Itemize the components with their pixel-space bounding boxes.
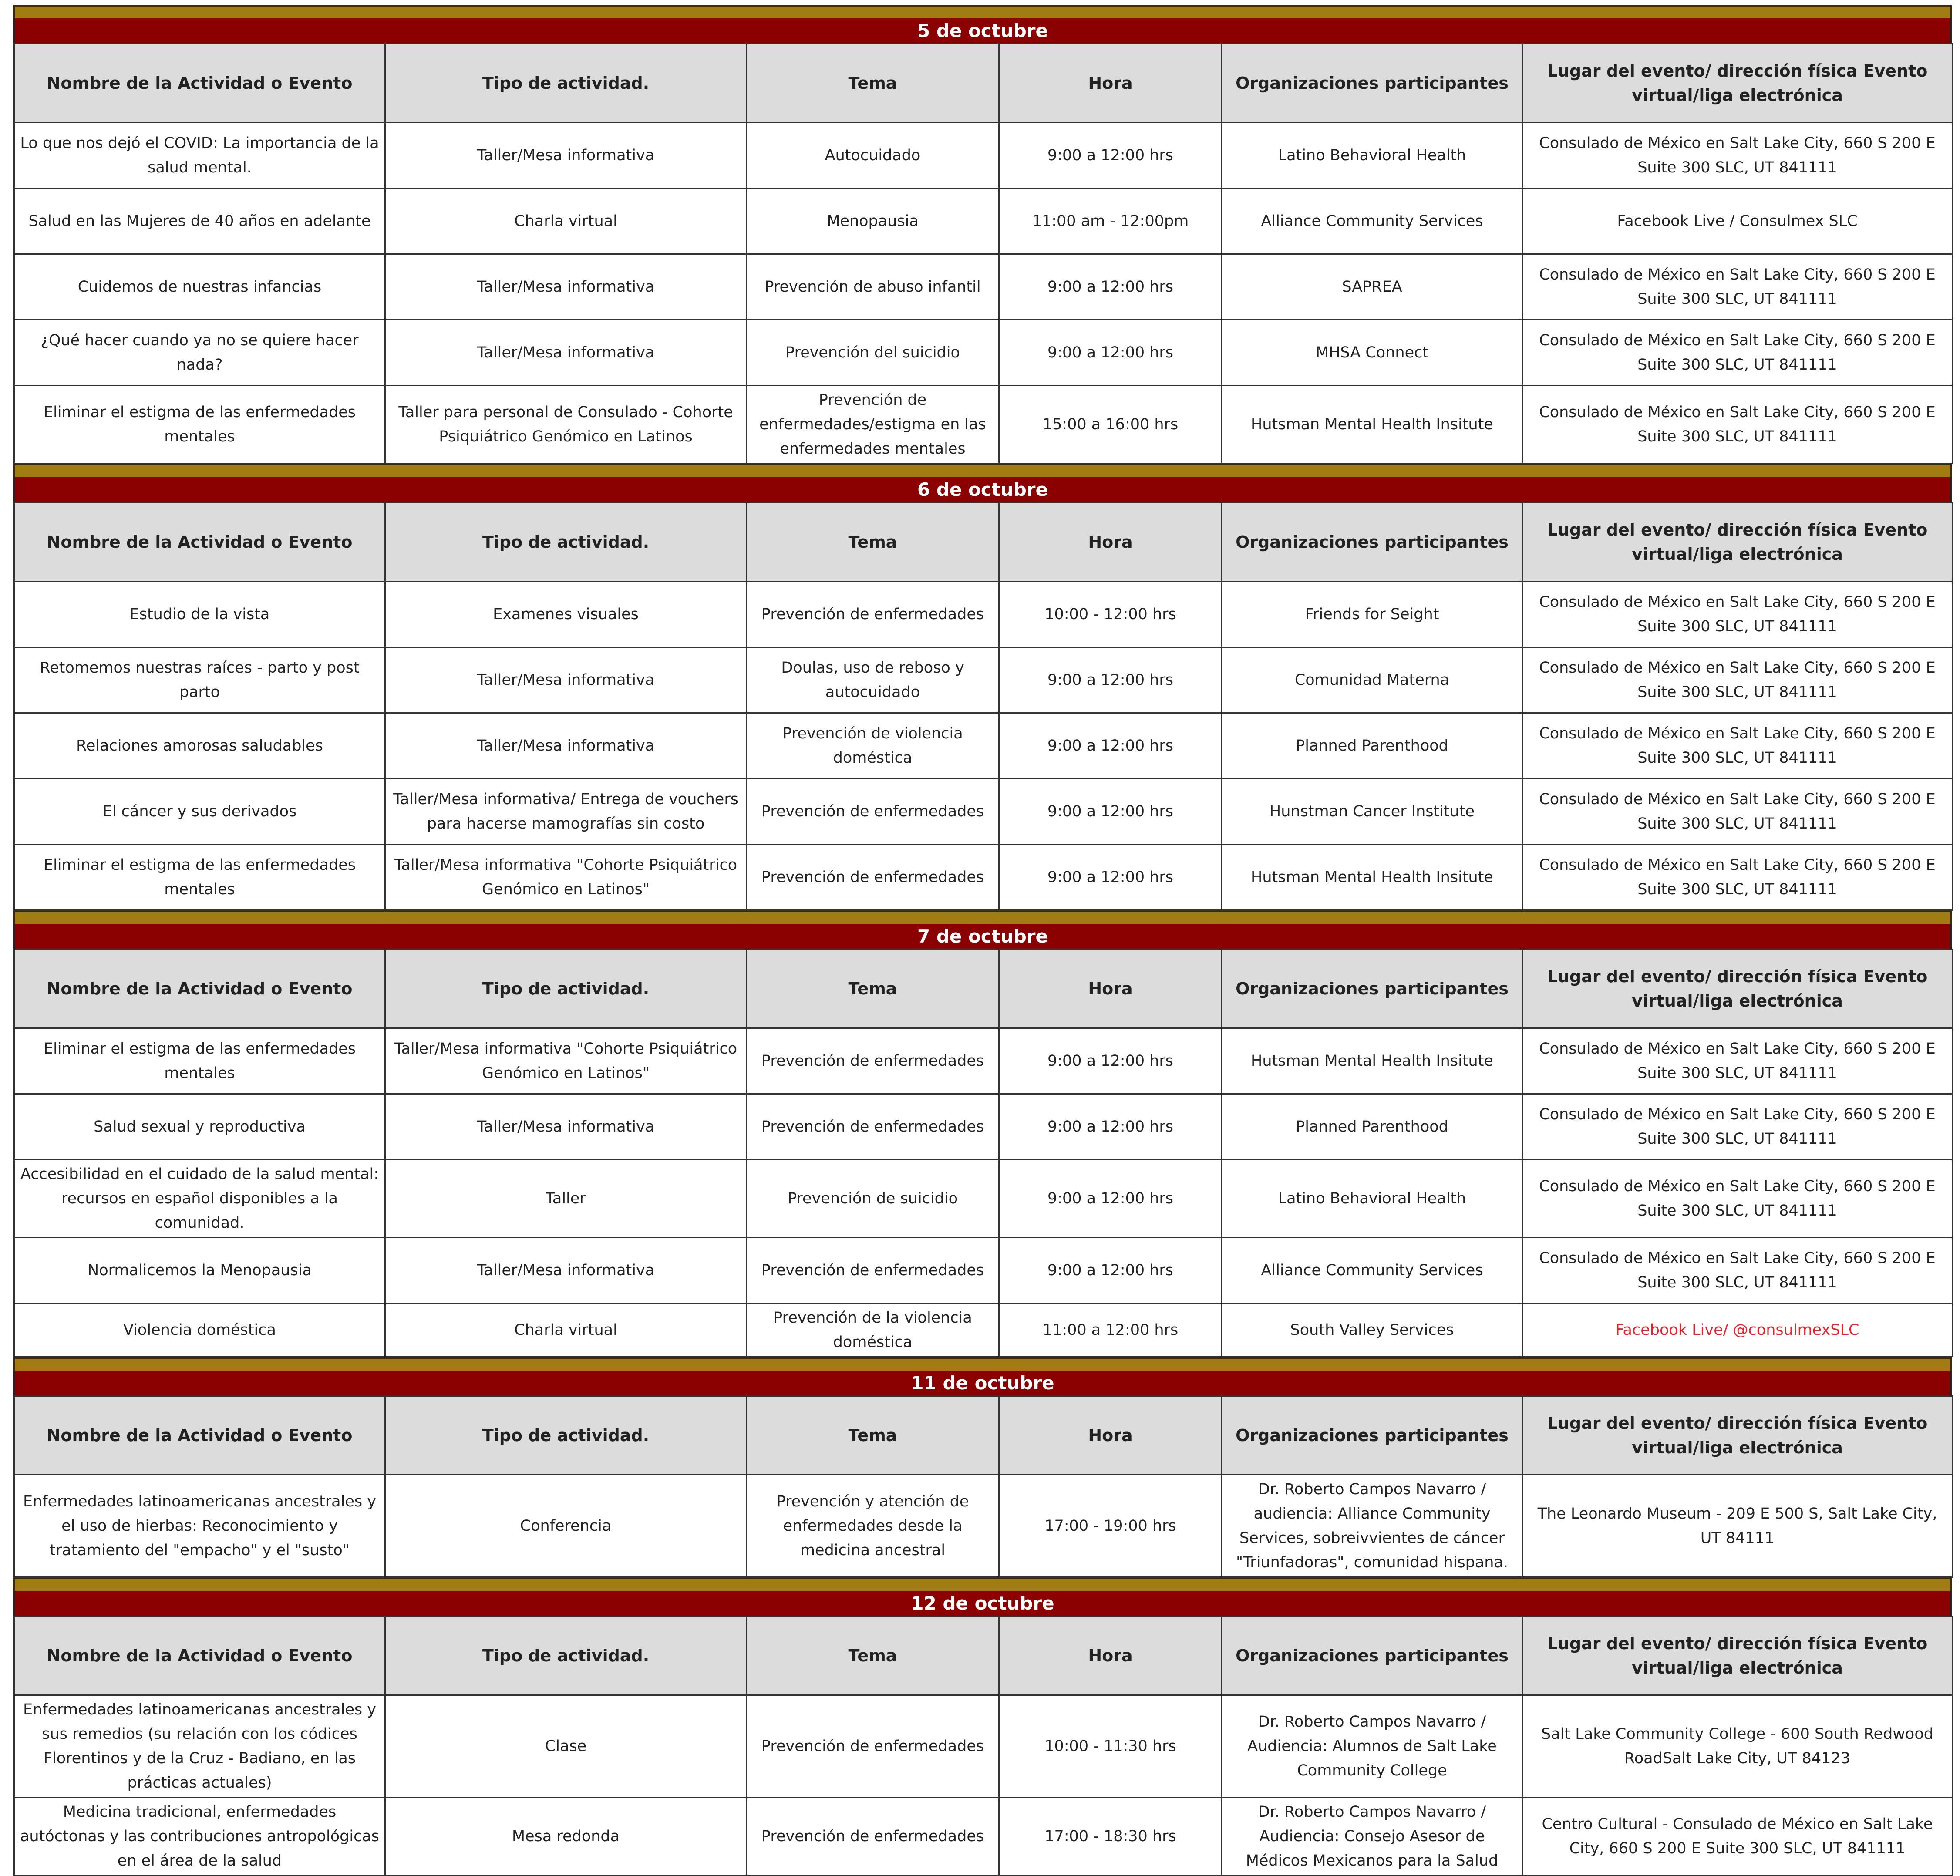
cell-tema: Prevención de enfermedades [747,845,999,910]
cell-tema: Prevención de la violencia doméstica [747,1303,999,1357]
cell-nombre: ¿Qué hacer cuando ya no se quiere hacer nada? [14,320,385,386]
cell-tema: Prevención de enfermedades [747,1094,999,1160]
cell-org: Dr. Roberto Campos Navarro / audiencia: Alliance Community Services, sobreivvientes de cáncer "Triunfadoras", comunidad hispana. [1222,1475,1522,1577]
table-row [14,1094,1953,1160]
header-tipo: Tipo de actividad. [385,1396,747,1475]
cell-org: Latino Behavioral Health [1222,123,1522,189]
section-date-heading: 11 de octubre [13,1371,1952,1395]
cell-hora: 17:00 - 19:00 hrs [999,1475,1222,1577]
cell-tema: Prevención de enfermedades [747,1238,999,1303]
cell-lugar: Consulado de México en Salt Lake City, 660 S 200 E Suite 300 SLC, UT 841111 [1522,845,1953,910]
cell-nombre: Relaciones amorosas saludables [14,713,385,779]
header-organizaciones: Organizaciones participantes [1222,1617,1522,1695]
cell-nombre: Eliminar el estigma de las enfermedades mentales [14,386,385,464]
cell-org: MHSA Connect [1222,320,1522,386]
header-lugar: Lugar del evento/ dirección física Evento virtual/liga electrónica [1522,1617,1953,1695]
cell-org: Alliance Community Services [1222,1238,1522,1303]
cell-nombre: Accesibilidad en el cuidado de la salud mental: recursos en español disponibles a la comunidad. [14,1160,385,1238]
cell-tema: Prevención y atención de enfermedades desde la medicina ancestral [747,1475,999,1577]
cell-org: Latino Behavioral Health [1222,1160,1522,1238]
cell-nombre: El cáncer y sus derivados [14,779,385,845]
cell-nombre: Cuidemos de nuestras infancias [14,254,385,320]
cell-tipo: Taller [385,1160,747,1238]
section-date-heading: 6 de octubre [13,477,1952,502]
schedule-table [13,949,1953,1357]
cell-nombre: Medicina tradicional, enfermedades autóctonas y las contribuciones antropológicas en el área de la salud [14,1798,385,1876]
header-nombre: Nombre de la Actividad o Evento [14,44,385,123]
cell-tipo: Taller/Mesa informativa [385,647,747,713]
cell-hora: 10:00 - 12:00 hrs [999,582,1222,647]
section-divider [13,464,1952,477]
table-row [14,845,1953,910]
header-lugar: Lugar del evento/ dirección física Evento virtual/liga electrónica [1522,1396,1953,1475]
cell-tema: Prevención de abuso infantil [747,254,999,320]
table-header-row [14,950,1953,1028]
header-lugar: Lugar del evento/ dirección física Evento virtual/liga electrónica [1522,44,1953,123]
table-header-row [14,44,1953,123]
cell-tipo: Taller/Mesa informativa [385,1238,747,1303]
table-row [14,1160,1953,1238]
cell-tema: Prevención de enfermedades [747,779,999,845]
header-tipo: Tipo de actividad. [385,1617,747,1695]
section-divider [13,911,1952,924]
cell-tema: Doulas, uso de reboso y autocuidado [747,647,999,713]
header-nombre: Nombre de la Actividad o Evento [14,1396,385,1475]
cell-lugar: Consulado de México en Salt Lake City, 660 S 200 E Suite 300 SLC, UT 841111 [1522,779,1953,845]
header-tipo: Tipo de actividad. [385,950,747,1028]
cell-lugar: Consulado de México en Salt Lake City, 660 S 200 E Suite 300 SLC, UT 841111 [1522,713,1953,779]
cell-tipo: Charla virtual [385,189,747,254]
cell-lugar: Consulado de México en Salt Lake City, 660 S 200 E Suite 300 SLC, UT 841111 [1522,386,1953,464]
cell-nombre: Lo que nos dejó el COVID: La importancia de la salud mental. [14,123,385,189]
section-date-heading: 5 de octubre [13,18,1952,43]
cell-hora: 9:00 a 12:00 hrs [999,1160,1222,1238]
table-row [14,713,1953,779]
cell-org: Alliance Community Services [1222,189,1522,254]
cell-tipo: Taller/Mesa informativa/ Entrega de vouchers para hacerse mamografías sin costo [385,779,747,845]
cell-tema: Prevención de suicidio [747,1160,999,1238]
header-tema: Tema [747,1396,999,1475]
schedule-table [13,1616,1953,1876]
table-row [14,647,1953,713]
cell-tema: Prevención del suicidio [747,320,999,386]
cell-nombre: Retomemos nuestras raíces - parto y post parto [14,647,385,713]
cell-lugar: Facebook Live / Consulmex SLC [1522,189,1953,254]
cell-tipo: Taller/Mesa informativa [385,1094,747,1160]
cell-nombre: Salud en las Mujeres de 40 años en adelante [14,189,385,254]
cell-org: South Valley Services [1222,1303,1522,1357]
table-row [14,1798,1953,1876]
header-lugar: Lugar del evento/ dirección física Evento virtual/liga electrónica [1522,503,1953,582]
cell-hora: 9:00 a 12:00 hrs [999,123,1222,189]
cell-hora: 11:00 am - 12:00pm [999,189,1222,254]
cell-lugar: The Leonardo Museum - 209 E 500 S, Salt Lake City, UT 84111 [1522,1475,1953,1577]
cell-hora: 9:00 a 12:00 hrs [999,1238,1222,1303]
cell-org: Dr. Roberto Campos Navarro / Audiencia: Alumnos de Salt Lake Community College [1222,1695,1522,1798]
cell-tema: Prevención de enfermedades/estigma en las enfermedades mentales [747,386,999,464]
table-row [14,1475,1953,1577]
cell-hora: 17:00 - 18:30 hrs [999,1798,1222,1876]
cell-hora: 9:00 a 12:00 hrs [999,845,1222,910]
cell-lugar: Consulado de México en Salt Lake City, 660 S 200 E Suite 300 SLC, UT 841111 [1522,320,1953,386]
table-row [14,320,1953,386]
header-hora: Hora [999,44,1222,123]
cell-nombre: Enfermedades latinoamericanas ancestrales y sus remedios (su relación con los códices Florentinos y de la Cruz - Badiano, en las prácticas actuales) [14,1695,385,1798]
cell-nombre: Violencia doméstica [14,1303,385,1357]
cell-lugar[interactable]: Facebook Live/ @consulmexSLC [1522,1303,1953,1357]
cell-hora: 9:00 a 12:00 hrs [999,320,1222,386]
header-lugar: Lugar del evento/ dirección física Evento virtual/liga electrónica [1522,950,1953,1028]
table-row [14,1238,1953,1303]
cell-hora: 9:00 a 12:00 hrs [999,647,1222,713]
header-hora: Hora [999,1617,1222,1695]
header-tema: Tema [747,1617,999,1695]
header-nombre: Nombre de la Actividad o Evento [14,503,385,582]
schedule-sheet [13,5,1952,1876]
table-header-row [14,503,1953,582]
cell-lugar: Salt Lake Community College - 600 South Redwood RoadSalt Lake City, UT 84123 [1522,1695,1953,1798]
cell-lugar: Consulado de México en Salt Lake City, 660 S 200 E Suite 300 SLC, UT 841111 [1522,123,1953,189]
header-tema: Tema [747,44,999,123]
table-row [14,582,1953,647]
table-row [14,123,1953,189]
table-header-row [14,1396,1953,1475]
cell-org: Hunstman Cancer Institute [1222,779,1522,845]
cell-org: Hutsman Mental Health Insitute [1222,1028,1522,1094]
cell-org: Comunidad Materna [1222,647,1522,713]
cell-tema: Autocuidado [747,123,999,189]
header-tema: Tema [747,950,999,1028]
table-row [14,779,1953,845]
header-nombre: Nombre de la Actividad o Evento [14,950,385,1028]
cell-nombre: Normalicemos la Menopausia [14,1238,385,1303]
cell-org: Dr. Roberto Campos Navarro / Audiencia: Consejo Asesor de Médicos Mexicanos para la Salud [1222,1798,1522,1876]
cell-tema: Prevención de enfermedades [747,1028,999,1094]
table-row [14,1695,1953,1798]
cell-lugar: Consulado de México en Salt Lake City, 660 S 200 E Suite 300 SLC, UT 841111 [1522,1028,1953,1094]
cell-tipo: Taller/Mesa informativa [385,713,747,779]
cell-lugar: Consulado de México en Salt Lake City, 660 S 200 E Suite 300 SLC, UT 841111 [1522,254,1953,320]
schedule-table [13,502,1953,911]
section-divider [13,5,1952,18]
cell-tipo: Clase [385,1695,747,1798]
cell-lugar: Consulado de México en Salt Lake City, 660 S 200 E Suite 300 SLC, UT 841111 [1522,1094,1953,1160]
header-hora: Hora [999,503,1222,582]
header-tipo: Tipo de actividad. [385,503,747,582]
schedule-table [13,43,1953,464]
cell-tema: Prevención de violencia doméstica [747,713,999,779]
cell-tema: Menopausia [747,189,999,254]
cell-nombre: Enfermedades latinoamericanas ancestrales y el uso de hierbas: Reconocimiento y tratamiento del "empacho" y el "susto" [14,1475,385,1577]
table-row [14,254,1953,320]
cell-hora: 15:00 a 16:00 hrs [999,386,1222,464]
header-nombre: Nombre de la Actividad o Evento [14,1617,385,1695]
section-divider [13,1578,1952,1591]
cell-hora: 9:00 a 12:00 hrs [999,1094,1222,1160]
cell-lugar: Consulado de México en Salt Lake City, 660 S 200 E Suite 300 SLC, UT 841111 [1522,582,1953,647]
cell-nombre: Estudio de la vista [14,582,385,647]
cell-tipo: Taller/Mesa informativa "Cohorte Psiquiátrico Genómico en Latinos" [385,845,747,910]
header-hora: Hora [999,1396,1222,1475]
cell-tema: Prevención de enfermedades [747,582,999,647]
cell-org: SAPREA [1222,254,1522,320]
header-tema: Tema [747,503,999,582]
cell-lugar: Consulado de México en Salt Lake City, 660 S 200 E Suite 300 SLC, UT 841111 [1522,647,1953,713]
table-row [14,1303,1953,1357]
cell-tipo: Taller/Mesa informativa [385,320,747,386]
cell-tipo: Taller/Mesa informativa [385,254,747,320]
cell-tipo: Taller para personal de Consulado - Cohorte Psiquiátrico Genómico en Latinos [385,386,747,464]
cell-org: Friends for Seight [1222,582,1522,647]
cell-nombre: Eliminar el estigma de las enfermedades mentales [14,1028,385,1094]
section-divider [13,1357,1952,1371]
cell-lugar: Consulado de México en Salt Lake City, 660 S 200 E Suite 300 SLC, UT 841111 [1522,1238,1953,1303]
cell-tipo: Conferencia [385,1475,747,1577]
cell-tipo: Examenes visuales [385,582,747,647]
cell-org: Planned Parenthood [1222,713,1522,779]
header-tipo: Tipo de actividad. [385,44,747,123]
cell-org: Hutsman Mental Health Insitute [1222,386,1522,464]
table-header-row [14,1617,1953,1695]
table-row [14,1028,1953,1094]
cell-tema: Prevención de enfermedades [747,1695,999,1798]
cell-lugar: Centro Cultural - Consulado de México en Salt Lake City, 660 S 200 E Suite 300 SLC, UT 841111 [1522,1798,1953,1876]
cell-org: Hutsman Mental Health Insitute [1222,845,1522,910]
cell-hora: 9:00 a 12:00 hrs [999,254,1222,320]
section-date-heading: 12 de octubre [13,1591,1952,1616]
table-row [14,386,1953,464]
cell-nombre: Salud sexual y reproductiva [14,1094,385,1160]
header-organizaciones: Organizaciones participantes [1222,503,1522,582]
cell-hora: 9:00 a 12:00 hrs [999,779,1222,845]
cell-tema: Prevención de enfermedades [747,1798,999,1876]
cell-hora: 9:00 a 12:00 hrs [999,713,1222,779]
table-row [14,189,1953,254]
schedule-table [13,1395,1953,1578]
cell-lugar: Consulado de México en Salt Lake City, 660 S 200 E Suite 300 SLC, UT 841111 [1522,1160,1953,1238]
cell-tipo: Taller/Mesa informativa "Cohorte Psiquiátrico Genómico en Latinos" [385,1028,747,1094]
cell-tipo: Taller/Mesa informativa [385,123,747,189]
cell-nombre: Eliminar el estigma de las enfermedades mentales [14,845,385,910]
cell-hora: 9:00 a 12:00 hrs [999,1028,1222,1094]
header-hora: Hora [999,950,1222,1028]
section-date-heading: 7 de octubre [13,924,1952,949]
header-organizaciones: Organizaciones participantes [1222,950,1522,1028]
cell-org: Planned Parenthood [1222,1094,1522,1160]
header-organizaciones: Organizaciones participantes [1222,1396,1522,1475]
header-organizaciones: Organizaciones participantes [1222,44,1522,123]
cell-hora: 11:00 a 12:00 hrs [999,1303,1222,1357]
cell-tipo: Charla virtual [385,1303,747,1357]
cell-tipo: Mesa redonda [385,1798,747,1876]
cell-hora: 10:00 - 11:30 hrs [999,1695,1222,1798]
